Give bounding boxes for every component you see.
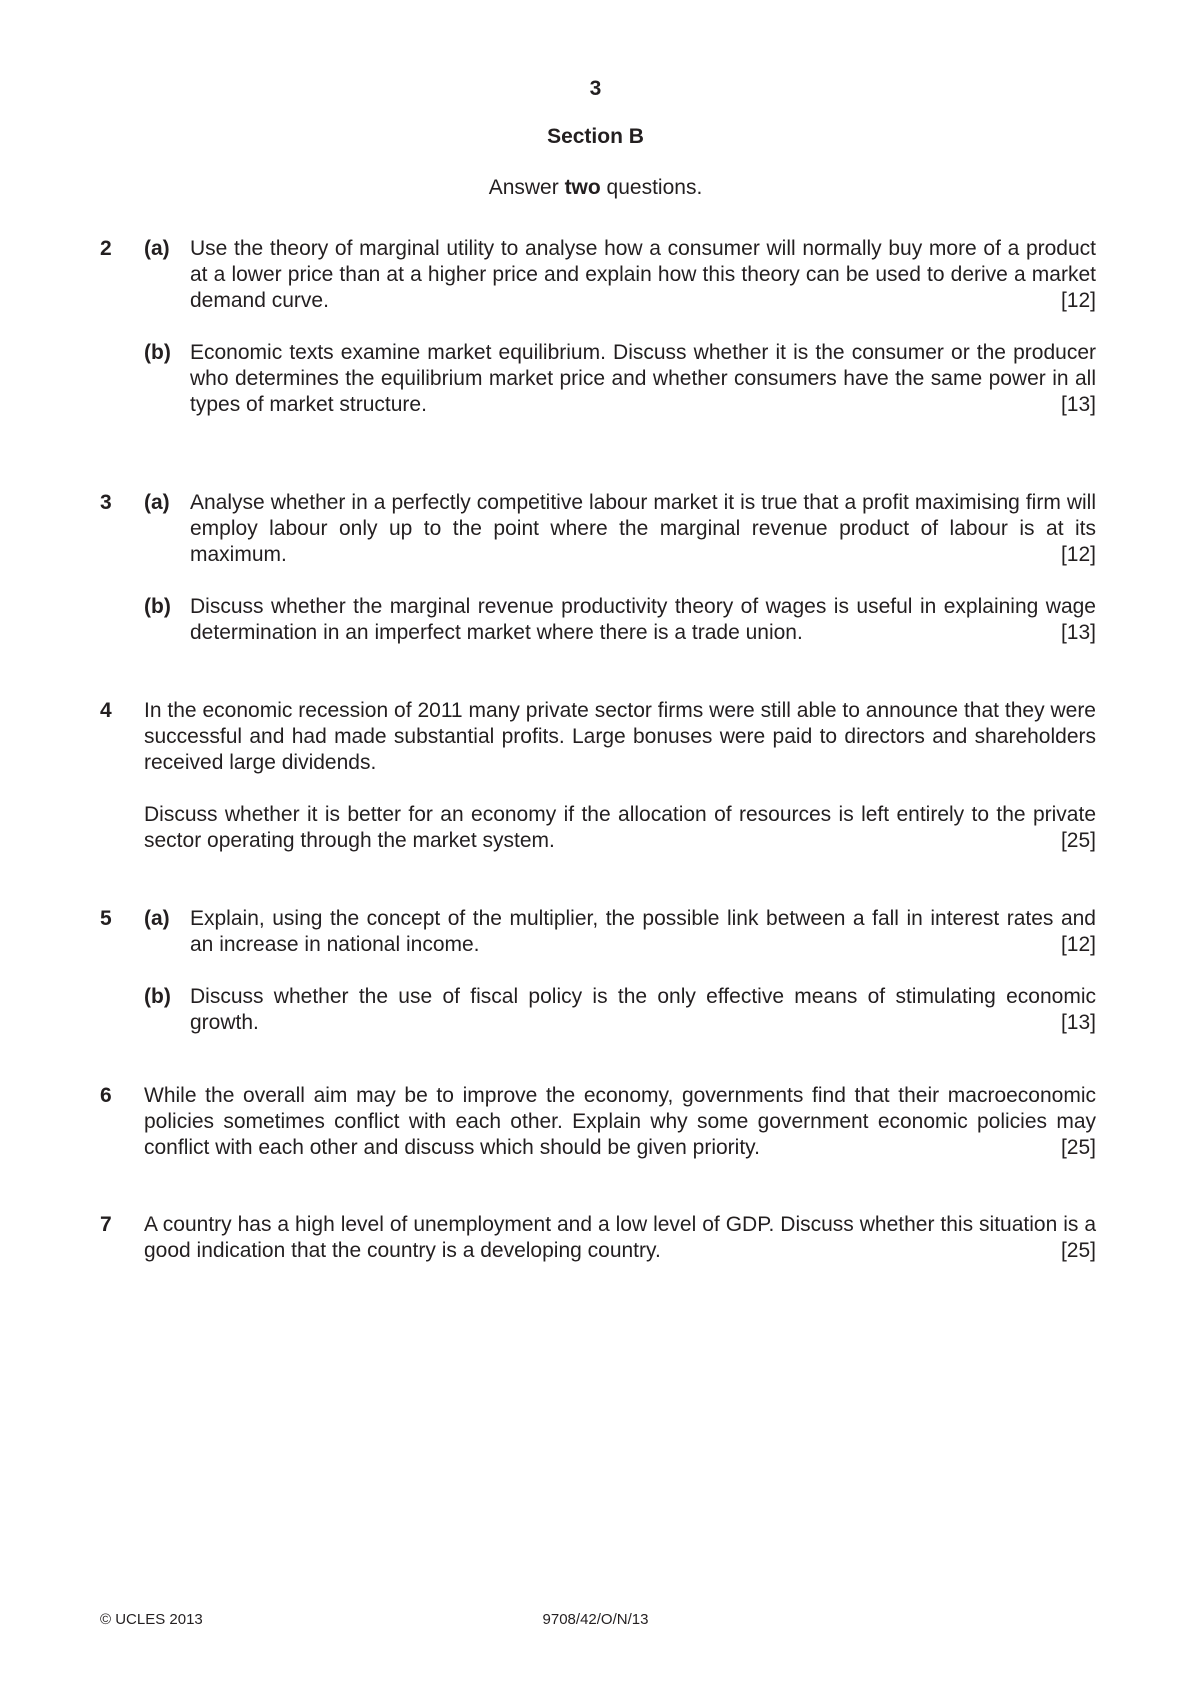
question-number: 5	[100, 907, 112, 930]
instruction-after: questions.	[600, 176, 703, 199]
question-4	[100, 698, 1096, 854]
marks: [25]	[1060, 1136, 1096, 1159]
part-text	[190, 906, 1096, 958]
question-part-a	[144, 236, 1096, 314]
marks: [12]	[1060, 933, 1096, 956]
question-text: Discuss whether the use of fiscal policy is the only effective means of stimulating economic growth.	[190, 985, 1096, 1034]
part-label: (a)	[144, 491, 170, 514]
marks: [13]	[1060, 393, 1096, 416]
question-7	[100, 1212, 1096, 1264]
question-text: Use the theory of marginal utility to analyse how a consumer will normally buy more of a product at a lower price than at a higher price and explain how this theory can be used to derive a market demand curve.	[190, 237, 1096, 312]
marks: [13]	[1060, 1011, 1096, 1034]
section-title: Section B	[547, 125, 644, 148]
marks: [12]	[1060, 543, 1096, 566]
question-context: In the economic recession of 2011 many private sector firms were still able to announce that they were successful and had made substantial profits. Large bonuses were paid to directors and shareholders received large dividends.	[144, 699, 1096, 774]
question-part-a	[144, 490, 1096, 568]
part-label: (b)	[144, 595, 171, 618]
question-text: Explain, using the concept of the multiplier, the possible link between a fall in interest rates and an increase in national income.	[190, 907, 1096, 956]
question-prompt	[144, 1212, 1096, 1264]
part-label: (a)	[144, 907, 170, 930]
part-text	[190, 236, 1096, 314]
question-6	[100, 1083, 1096, 1161]
part-text	[190, 490, 1096, 568]
marks: [13]	[1060, 621, 1096, 644]
footer-copyright: © UCLES 2013	[100, 1611, 203, 1628]
part-label: (a)	[144, 237, 170, 260]
question-text: Discuss whether the marginal revenue productivity theory of wages is useful in explaining wage determination in an imperfect market where there is a trade union.	[190, 595, 1096, 644]
question-prompt	[144, 802, 1096, 854]
question-text: Analyse whether in a perfectly competitive labour market it is true that a profit maximising firm will employ labour only up to the point where the marginal revenue product of labour is at its maximum.	[190, 491, 1096, 566]
footer-paper-code: 9708/42/O/N/13	[542, 1611, 649, 1628]
question-part-a	[144, 906, 1096, 958]
question-number: 3	[100, 491, 112, 514]
question-number: 6	[100, 1084, 112, 1107]
question-part-b	[144, 340, 1096, 418]
question-number: 2	[100, 237, 112, 260]
question-5	[100, 906, 1096, 1036]
marks: [25]	[1060, 1239, 1096, 1262]
part-text	[190, 984, 1096, 1036]
part-label: (b)	[144, 341, 171, 364]
question-part-b	[144, 594, 1096, 646]
marks: [12]	[1060, 289, 1096, 312]
question-text: Discuss whether it is better for an economy if the allocation of resources is left entirely to the private sector operating through the market system.	[144, 803, 1096, 852]
question-3	[100, 490, 1096, 646]
question-text: While the overall aim may be to improve the economy, governments find that their macroeconomic policies sometimes conflict with each other. Explain why some government economic policies may conflict with each other and discuss which should be given priority.	[144, 1084, 1096, 1159]
question-text: A country has a high level of unemployment and a low level of GDP. Discuss whether this situation is a good indication that the country is a developing country.	[144, 1213, 1096, 1262]
question-text: Economic texts examine market equilibrium. Discuss whether it is the consumer or the producer who determines the equilibrium market price and whether consumers have the same power in all types of market structure.	[190, 341, 1096, 416]
question-number: 4	[100, 699, 112, 722]
instruction-before: Answer	[488, 176, 565, 199]
question-part-b	[144, 984, 1096, 1036]
part-text	[190, 340, 1096, 418]
part-text	[190, 594, 1096, 646]
page-number: 3	[589, 77, 602, 100]
question-prompt	[144, 1083, 1096, 1161]
question-2	[100, 236, 1096, 418]
instruction-bold: two	[564, 176, 601, 199]
part-label: (b)	[144, 985, 171, 1008]
instruction	[0, 175, 1191, 201]
question-number: 7	[100, 1213, 112, 1236]
marks: [25]	[1060, 829, 1096, 852]
